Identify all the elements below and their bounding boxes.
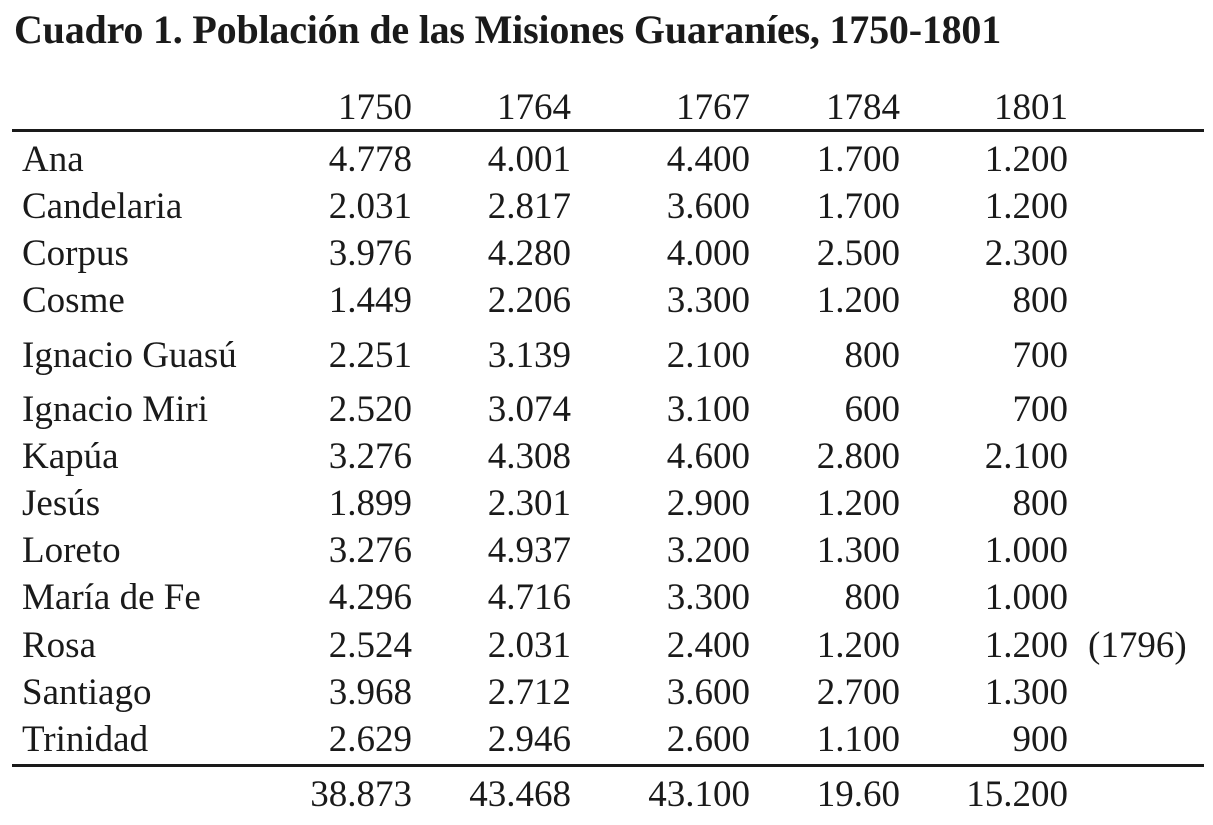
row-label: Jesús [22, 483, 101, 524]
cell-1784: 1.200 [816, 280, 900, 321]
cell-1784: 1.700 [816, 186, 900, 227]
table-title: Cuadro 1. Población de las Misiones Guaraníes, 1750-1801 [14, 7, 1002, 52]
cell-1767: 3.600 [666, 186, 750, 227]
cell-1784: 2.500 [816, 233, 900, 274]
table-row [0, 480, 1213, 528]
header-rule [12, 129, 1204, 132]
column-header-1767: 1767 [676, 87, 750, 128]
cell-1801: 1.200 [984, 186, 1068, 227]
cell-1767: 3.100 [666, 389, 750, 430]
row-label: Ana [22, 139, 84, 180]
row-label: Rosa [22, 625, 96, 666]
row-label: Trinidad [22, 719, 149, 760]
cell-1801: 1.000 [984, 530, 1068, 571]
table-row [0, 527, 1213, 575]
cell-1784: 1.700 [816, 139, 900, 180]
cell-1784: 800 [844, 335, 900, 376]
table-row [0, 433, 1213, 481]
cell-1764: 4.280 [487, 233, 571, 274]
cell-1784: 600 [844, 389, 900, 430]
cell-1764: 2.206 [487, 280, 571, 321]
cell-1801: 1.000 [984, 577, 1068, 618]
cell-1750: 2.629 [328, 719, 412, 760]
table-row [0, 183, 1213, 231]
total-1764: 43.468 [469, 774, 571, 815]
cell-1750: 2.520 [328, 389, 412, 430]
cell-1767: 2.900 [666, 483, 750, 524]
table-row [0, 136, 1213, 184]
total-1801: 15.200 [966, 774, 1068, 815]
row-label: Loreto [22, 530, 121, 571]
row-note: (1796) [1088, 625, 1187, 666]
cell-1750: 3.276 [328, 436, 412, 477]
cell-1801: 900 [1012, 719, 1068, 760]
cell-1750: 1.899 [328, 483, 412, 524]
cell-1801: 800 [1012, 280, 1068, 321]
total-1767: 43.100 [648, 774, 750, 815]
table-row [0, 669, 1213, 717]
cell-1750: 1.449 [328, 280, 412, 321]
cell-1750: 4.296 [328, 577, 412, 618]
row-label: Kapúa [22, 436, 119, 477]
cell-1784: 800 [844, 577, 900, 618]
cell-1764: 2.817 [487, 186, 571, 227]
table-row [0, 230, 1213, 278]
column-header-1784: 1784 [826, 87, 900, 128]
table-row [0, 332, 1213, 380]
cell-1801: 700 [1012, 335, 1068, 376]
column-header-1764: 1764 [497, 87, 571, 128]
row-label: Corpus [22, 233, 129, 274]
totals-rule [12, 764, 1204, 767]
cell-1784: 1.100 [816, 719, 900, 760]
totals-row [0, 771, 1213, 819]
cell-1764: 4.001 [487, 139, 571, 180]
cell-1764: 4.308 [487, 436, 571, 477]
header-row [0, 84, 1213, 132]
cell-1767: 2.400 [666, 625, 750, 666]
cell-1764: 2.712 [487, 672, 571, 713]
cell-1767: 2.600 [666, 719, 750, 760]
row-label: Cosme [22, 280, 125, 321]
cell-1801: 800 [1012, 483, 1068, 524]
cell-1764: 2.946 [487, 719, 571, 760]
cell-1750: 4.778 [328, 139, 412, 180]
cell-1801: 2.100 [984, 436, 1068, 477]
row-label: Ignacio Guasú [22, 335, 237, 376]
cell-1784: 1.200 [816, 483, 900, 524]
total-1750: 38.873 [310, 774, 412, 815]
row-label: María de Fe [22, 577, 201, 618]
column-header-1750: 1750 [338, 87, 412, 128]
cell-1764: 4.937 [487, 530, 571, 571]
cell-1750: 2.524 [328, 625, 412, 666]
cell-1767: 4.000 [666, 233, 750, 274]
cell-1801: 1.200 [984, 625, 1068, 666]
cell-1784: 2.800 [816, 436, 900, 477]
cell-1764: 2.301 [487, 483, 571, 524]
total-1784: 19.60 [816, 774, 900, 815]
cell-1767: 3.200 [666, 530, 750, 571]
cell-1767: 3.600 [666, 672, 750, 713]
table-row [0, 574, 1213, 622]
cell-1750: 3.976 [328, 233, 412, 274]
cell-1784: 2.700 [816, 672, 900, 713]
row-label: Candelaria [22, 186, 183, 227]
cell-1784: 1.200 [816, 625, 900, 666]
cell-1801: 2.300 [984, 233, 1068, 274]
cell-1801: 1.200 [984, 139, 1068, 180]
cell-1801: 700 [1012, 389, 1068, 430]
cell-1750: 2.031 [328, 186, 412, 227]
table-row [0, 716, 1213, 764]
cell-1764: 4.716 [487, 577, 571, 618]
cell-1750: 3.968 [328, 672, 412, 713]
cell-1764: 3.139 [487, 335, 571, 376]
row-label: Ignacio Miri [22, 389, 208, 430]
cell-1767: 2.100 [666, 335, 750, 376]
cell-1750: 3.276 [328, 530, 412, 571]
cell-1767: 4.600 [666, 436, 750, 477]
cell-1767: 3.300 [666, 280, 750, 321]
cell-1764: 2.031 [487, 625, 571, 666]
table-row [0, 622, 1213, 670]
cell-1767: 3.300 [666, 577, 750, 618]
cell-1801: 1.300 [984, 672, 1068, 713]
cell-1764: 3.074 [487, 389, 571, 430]
cell-1784: 1.300 [816, 530, 900, 571]
table-row [0, 277, 1213, 325]
cell-1767: 4.400 [666, 139, 750, 180]
column-header-1801: 1801 [994, 87, 1068, 128]
table-row [0, 386, 1213, 434]
cell-1750: 2.251 [328, 335, 412, 376]
row-label: Santiago [22, 672, 152, 713]
